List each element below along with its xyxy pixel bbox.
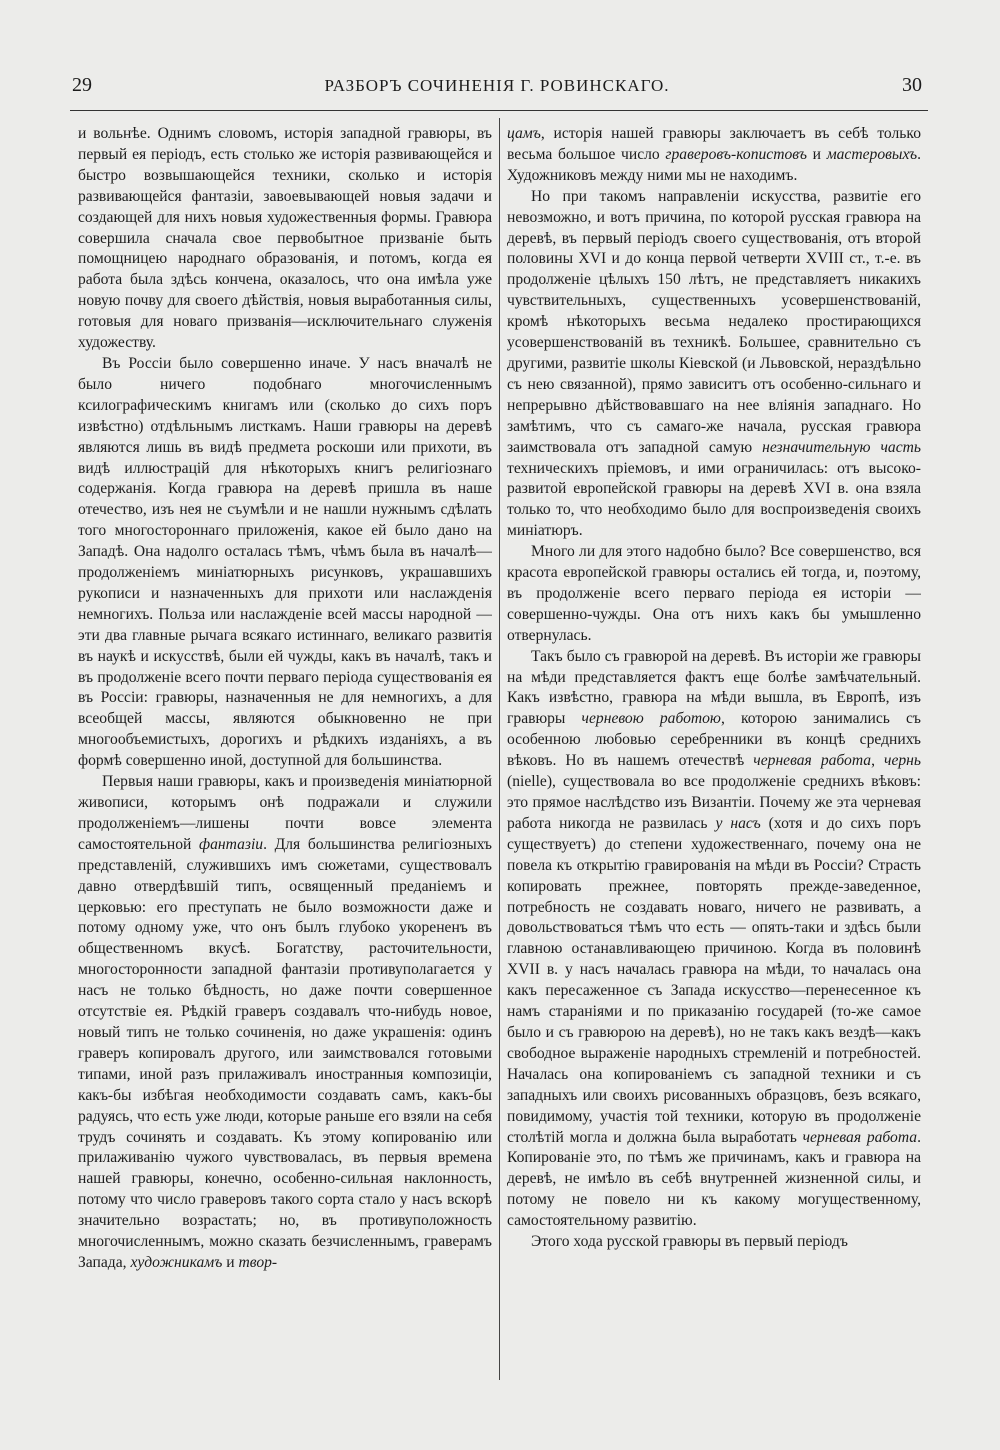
running-title: РАЗБОРЪ СОЧИНЕНІЯ Г. РОВИНСКАГО. [324,76,670,95]
paragraph: Но при такомъ направленіи искусства, развитіе его невозможно, и вотъ причина, по которой русская гравюра на деревѣ, въ первый періодъ своего существованія, отъ второй половины XVI и до конца первой четверти XVIII ст., т.-е. въ продолженіе цѣлыхъ 150 лѣтъ, не представляетъ никакихъ чувствительныхъ, существенныхъ усовершенствованій, кромѣ нѣкоторыхъ весьма недалеко простирающихся усовершенствованій въ техникѣ. Большее, сравнительно съ другими, развитіе школы Кіевской (и Львовской, нераздѣльно съ нею связанной), прямо зависитъ отъ особенно-сильнаго и непрерывно дѣйствовавшаго на нее вліянія западнаго. Но замѣтимъ, что съ самаго-же начала, русская гравюра заимствовала отъ западной самую незначительную часть техническихъ пріемовъ, и ими ограничилась: отъ высоко-развитой европейской гравюры на деревѣ XVI в. она взяла только то, что необходимо было для воспроизведенія своихъ миніатюръ. [507,187,921,540]
right-column [507,124,921,1364]
paragraph: и вольнѣе. Однимъ словомъ, исторія западной гравюры, въ первый ея періодъ, есть столько же исторія развивающейся и быстро возвышающейся техники, сколько и исторія развивающейся фантазіи, завоевывающей новыя задачи и создающей для нихъ новыя художественныя формы. Гравюра совершила сначала свое первобытное призваніе быть помощницею народнаго образованія, и потомъ, когда ея работа была здѣсь кончена, оказалось, что она имѣла уже новую почву для своего дѣйствія, новыя выработанныя силы, готовыя для новаго призванія—исключительнаго служенія художеству. [78,125,492,352]
paragraph: Въ Россіи было совершенно иначе. У насъ вначалѣ не было ничего подобнаго многочисленнымъ ксилографическимъ книгамъ или (сколько до сихъ поръ извѣстно) отдѣльнымъ листкамъ. Наши гравюры на деревѣ являются лишь въ видѣ предмета роскоши или прихоти, въ видѣ иллюстрацій для нѣкоторыхъ книгъ религіознаго содержанія. Когда гравюра на деревѣ пришла въ наше отечество, изъ нея не съумѣли и не нашли нужнымъ сдѣлать того многостороннаго приложенія, какое ей было дано на Западѣ. Она надолго осталась тѣмъ, чѣмъ была въ началѣ—продолженіемъ миніатюрныхъ рисунковъ, украшавшихъ рукописи и назначенныхъ для прихоти или наслажденія немногихъ. Польза или наслажденіе всей массы народной — эти два главные рычага всякаго истиннаго, великаго развитія въ наукѣ и искусствѣ, были ей чужды, какъ въ началѣ, такъ и въ продолженіе всего почти перваго періода существованія ея въ Россіи: гравюры, назначенныя не для немногихъ, а для всеобщей массы, являются обыкновенно не при многообъемистыхъ, дорогихъ и рѣдкихъ изданіяхъ, а въ формѣ совершенно иной, доступной для большинства. [78,354,492,770]
paragraph: Такъ было съ гравюрой на деревѣ. Въ исторіи же гравюры на мѣди представляется фактъ еще болѣе замѣчательный. Какъ извѣстно, гравюра на мѣди вышла, въ Европѣ, изъ гравюры черневою работою, которою занимались съ особенною любовью серебренники въ концѣ среднихъ вѣковъ. Но въ нашемъ отечествѣ черневая работа, чернь (niellе), существовала во все продолженіе среднихъ вѣковъ: это прямое наслѣдство изъ Византіи. Почему же эта черневая работа никогда не развилась у насъ (хотя и до сихъ поръ существуетъ) до степени художественнаго, почему она не повела къ открытію гравированія на мѣди въ Россіи? Страсть копировать прежнее, повторять прежде-заведенное, потребность не создавать новаго, ничего не развивать, а довольствоваться тѣмъ что есть — опять-таки и здѣсь были главною останавливающею причиною. Когда въ половинѣ XVII в. у насъ началась гравюра на мѣди, то началась она какъ пересаженное съ Запада искусство—перенесенное къ намъ стараніями и по приказанію государей (то-же самое было и съ гравюрою на деревѣ), но не такъ какъ вездѣ—какъ свободное выраженіе народныхъ стремленій и потребностей. Началась она копированіемъ съ западной техники и съ западныхъ или своихъ рисованныхъ образцовъ, безъ всякаго, повидимому, участія той техники, которую въ продолженіе столѣтій могла и должна была выработать черневая работа. Копированіе это, по тѣмъ же причинамъ, какъ и гравюра на деревѣ, не имѣло въ себѣ внутренней жизненной силы, и потому не повело ни къ какому могущественному, самостоятельному развитію. [507,647,921,1230]
paragraph: Много ли для этого надобно было? Все совершенство, вся красота европейской гравюры остались ей тогда, и, поэтому, въ продолженіе всего перваго періода ея исторіи — совершенно-чужды. Она отъ нихъ какъ бы умышленно отвернулась. [507,543,921,644]
page-number-right: 30 [902,74,922,96]
page-number-left: 29 [72,74,92,96]
header-rule [70,110,928,111]
page-header [72,74,922,100]
column-divider [499,118,500,1380]
paragraph: Этого хода русской гравюры въ первый періодъ [531,1233,848,1251]
paragraph: цамъ, исторія нашей гравюры заключаетъ въ себѣ только весьма большое число граверовъ-копистовъ и мастеровыхъ. Художниковъ между ними мы не находимъ. [507,125,921,184]
paragraph: Первыя наши гравюры, какъ и произведенія миніатюрной живописи, которымъ онѣ подражали и служили продолженіемъ—лишены почти вовсе элемента самостоятельной фантазіи. Для большинства религіозныхъ представленій, служившихъ имъ сюжетами, существовалъ давно отвердѣвшій типъ, освященный преданіемъ и церковью: его преступать не было возможности даже и потому одному уже, что онъ былъ глубоко укорененъ въ общественномъ вкусѣ. Богатству, расточительности, многосторонности западной фантазіи противуполагается у насъ не только бѣдность, но даже почти совершенное отсутствіе ея. Рѣдкій граверъ создавалъ что-нибудь новое, новый типъ не только сочиненія, но даже украшенія: одинъ граверъ копировалъ другого, или заимствовался готовыми типами, иной разъ прилаживалъ иностранныя композиціи, какъ-бы избѣгая необходимости создавать самъ, какъ-бы радуясь, что есть уже люди, которые раньше его взяли на себя трудъ сочинять и создавать. Къ этому копированію или прилаживанію чужого чувствовалась, въ первыя времена нашей гравюры, конечно, особенно-сильная наклонность, потому что число граверовъ такого сорта стало у насъ вскорѣ значительно возрастать; но, въ противуположность многочисленнымъ, можно сказать безчисленнымъ, граверамъ Запада, художникамъ и твор- [78,773,492,1271]
left-column [78,124,492,1364]
